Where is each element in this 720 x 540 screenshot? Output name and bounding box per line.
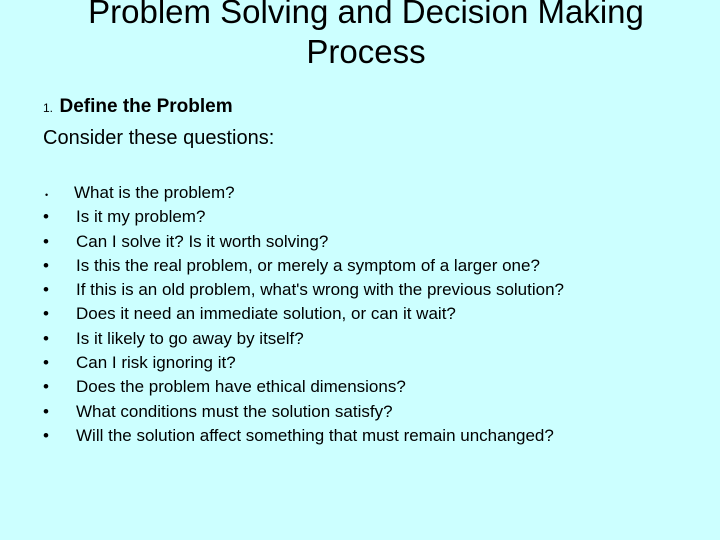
question-text: Will the solution affect something that must remain unchanged? [76, 425, 554, 445]
list-item [43, 351, 564, 375]
list-item [43, 327, 564, 351]
bullet-icon: • [45, 190, 49, 200]
list-item [43, 400, 564, 424]
list-item [43, 424, 564, 448]
slide-title-line-2: Process [306, 33, 426, 70]
bullet-icon: • [43, 255, 49, 275]
list-item [43, 302, 564, 326]
list-item [43, 230, 564, 254]
step-heading [43, 96, 233, 118]
bullet-icon: • [43, 401, 49, 421]
step-number: 1. [43, 101, 54, 115]
question-text: Is it my problem? [76, 207, 206, 227]
bullet-icon: • [43, 207, 49, 227]
list-item [43, 278, 564, 302]
subheading: Consider these questions: [43, 127, 275, 149]
list-item [43, 181, 564, 205]
question-text: Is this the real problem, or merely a symptom of a larger one? [76, 255, 540, 275]
bullet-icon: • [43, 280, 49, 300]
question-text: What conditions must the solution satisfy? [76, 401, 393, 421]
bullet-icon: • [43, 377, 49, 397]
question-list [43, 181, 564, 448]
question-text: Does it need an immediate solution, or can it wait? [76, 304, 456, 324]
question-text: Can I risk ignoring it? [76, 353, 236, 373]
list-item [43, 205, 564, 229]
question-text: Can I solve it? Is it worth solving? [76, 231, 329, 251]
question-text: Does the problem have ethical dimensions? [76, 377, 406, 397]
question-text: Is it likely to go away by itself? [76, 328, 304, 348]
bullet-icon: • [43, 353, 49, 373]
bullet-icon: • [43, 231, 49, 251]
bullet-icon: • [43, 304, 49, 324]
list-item [43, 254, 564, 278]
list-item [43, 375, 564, 399]
bullet-icon: • [43, 425, 49, 445]
bullet-icon: • [43, 328, 49, 348]
step-title: Define the Problem [59, 96, 233, 117]
question-text: What is the problem? [74, 183, 235, 202]
question-text: If this is an old problem, what's wrong with the previous solution? [76, 280, 564, 300]
slide-title [20, 0, 712, 72]
slide-title-line-1: Problem Solving and Decision Making [88, 0, 644, 30]
